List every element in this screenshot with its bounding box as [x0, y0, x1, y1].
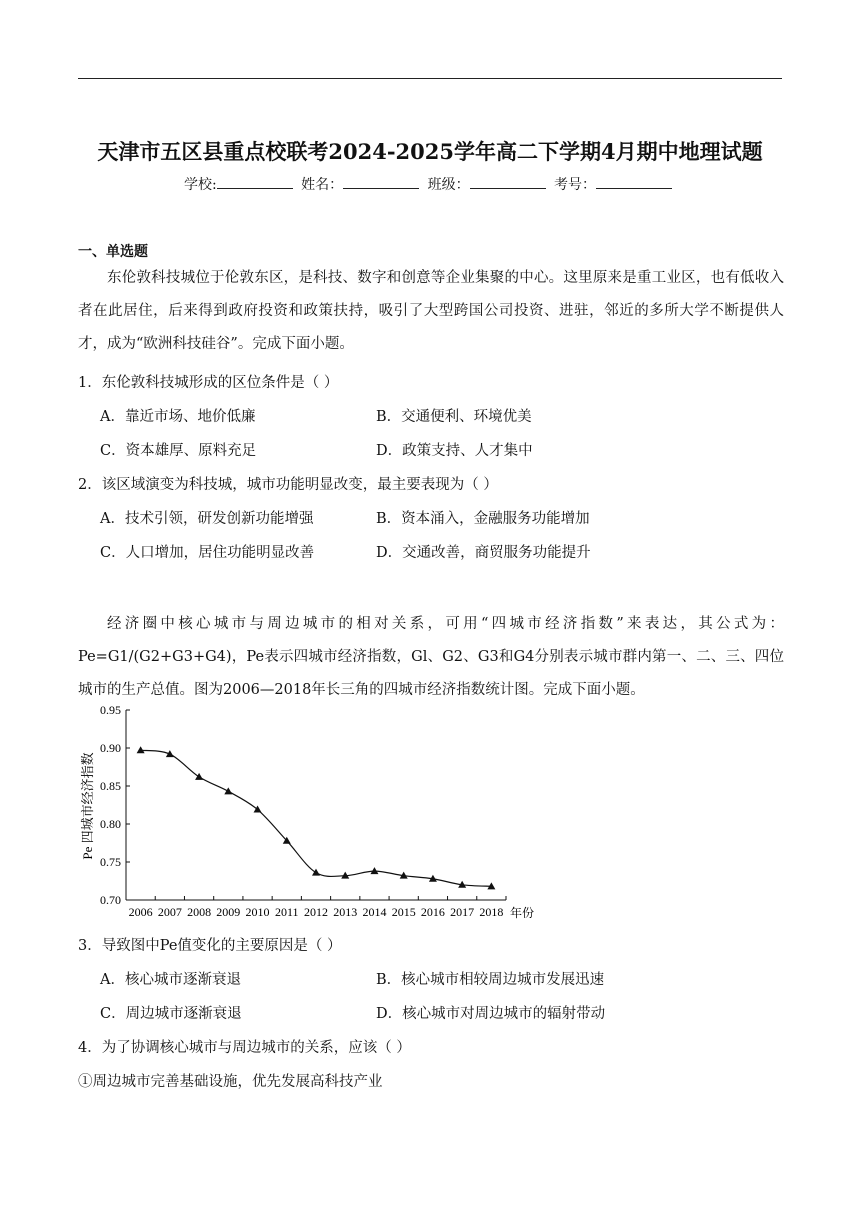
y-tick-label: 0.70 [100, 893, 121, 907]
y-tick-label: 0.80 [100, 817, 121, 831]
x-tick-label: 2012 [304, 905, 328, 919]
header-rule [78, 78, 782, 79]
x-tick-label: 2013 [333, 905, 358, 919]
q3-option-a[interactable]: A．核心城市逐渐衰退 [100, 972, 241, 988]
data-point [195, 773, 203, 780]
data-point [370, 867, 378, 874]
x-tick-label: 2015 [391, 905, 416, 919]
series-markers [137, 746, 496, 889]
passage-1: 东伦敦科技城位于伦敦东区，是科技、数字和创意等企业集聚的中心。这里原来是重工业区，也有低收入者在此居住，后来得到政府投资和政策扶持，吸引了大型跨国公司投资、进驻，邻近的多所大学不断提供人才，成为“欧洲科技硅谷”。完成下面小题。 [78, 270, 784, 352]
y-axis-label: Pe 四城市经济指数 [80, 752, 95, 860]
y-tick-label: 0.85 [100, 779, 121, 793]
y-tick-label: 0.75 [100, 855, 121, 869]
q1-option-a[interactable]: A．靠近市场、地价低廉 [100, 409, 256, 425]
series-line [141, 750, 492, 886]
x-tick-label: 2008 [187, 905, 212, 919]
name-blank[interactable] [343, 176, 419, 189]
x-tick-label: 2014 [362, 905, 387, 919]
question-4-stem: 4．为了协调核心城市与周边城市的关系，应该（ ） [78, 1040, 411, 1056]
x-tick-label: 2017 [450, 905, 475, 919]
q3-option-d[interactable]: D．核心城市对周边城市的辐射带动 [376, 1006, 606, 1022]
q2-option-d[interactable]: D．交通改善，商贸服务功能提升 [376, 545, 591, 561]
question-1-stem: 1．东伦敦科技城形成的区位条件是（ ） [78, 375, 339, 391]
q2-option-a[interactable]: A．技术引领，研发创新功能增强 [100, 511, 314, 527]
x-tick-label: 2016 [420, 905, 445, 919]
exam-no-blank[interactable] [596, 176, 672, 189]
x-axis-label: 年份 [510, 906, 535, 920]
x-tick-label: 2007 [157, 905, 182, 919]
x-tick-label: 2010 [245, 905, 270, 919]
pe-index-chart [70, 700, 550, 922]
x-ticks [129, 896, 506, 919]
data-point [224, 787, 232, 794]
class-label: 班级： [427, 177, 470, 193]
q1-option-d[interactable]: D．政策支持、人才集中 [376, 443, 533, 459]
school-label: 学校: [183, 177, 217, 193]
exam-no-label: 考号： [554, 177, 597, 193]
q3-option-c[interactable]: C．周边城市逐渐衰退 [100, 1006, 242, 1022]
y-tick-label: 0.95 [100, 703, 121, 717]
school-blank[interactable] [217, 176, 293, 189]
question-2-stem: 2．该区域演变为科技城，城市功能明显改变，最主要表现为（ ） [78, 477, 498, 493]
q1-option-c[interactable]: C．资本雄厚、原料充足 [100, 443, 257, 459]
name-label: 姓名： [301, 177, 344, 193]
data-point [137, 746, 145, 753]
class-blank[interactable] [470, 176, 546, 189]
data-point [312, 869, 320, 876]
y-tick-label: 0.90 [100, 741, 121, 755]
x-tick-label: 2011 [274, 905, 299, 919]
q4-option-1[interactable]: ①周边城市完善基础设施，优先发展高科技产业 [78, 1074, 383, 1090]
section-heading: 一、单选题 [78, 244, 148, 260]
passage-2: 经济圈中核心城市与周边城市的相对关系，可用“四城市经济指数”来表达，其公式为：Pe=G1/(G2+G3+G4)，Pe表示四城市经济指数，Gl、G2、G3和G4分别表示城市群内第一、二、三、四位城市的生产总值。图为2006—2018年长三角的四城市经济指数统计图。完成下面小题。 [78, 616, 784, 698]
q1-option-b[interactable]: B．交通便利、环境优美 [376, 409, 532, 425]
student-info [0, 174, 860, 194]
page-title: 天津市五区县重点校联考2024-2025学年高二下学期4月期中地理试题 [97, 139, 763, 164]
x-tick-label: 2006 [128, 905, 153, 919]
q2-option-b[interactable]: B．资本涌入，金融服务功能增加 [376, 511, 590, 527]
question-3-stem: 3．导致图中Pe值变化的主要原因是（ ） [78, 938, 342, 954]
x-tick-label: 2018 [479, 905, 504, 919]
x-tick-label: 2009 [216, 905, 241, 919]
q3-option-b[interactable]: B．核心城市相较周边城市发展迅速 [376, 972, 605, 988]
q2-option-c[interactable]: C．人口增加，居住功能明显改善 [100, 545, 315, 561]
